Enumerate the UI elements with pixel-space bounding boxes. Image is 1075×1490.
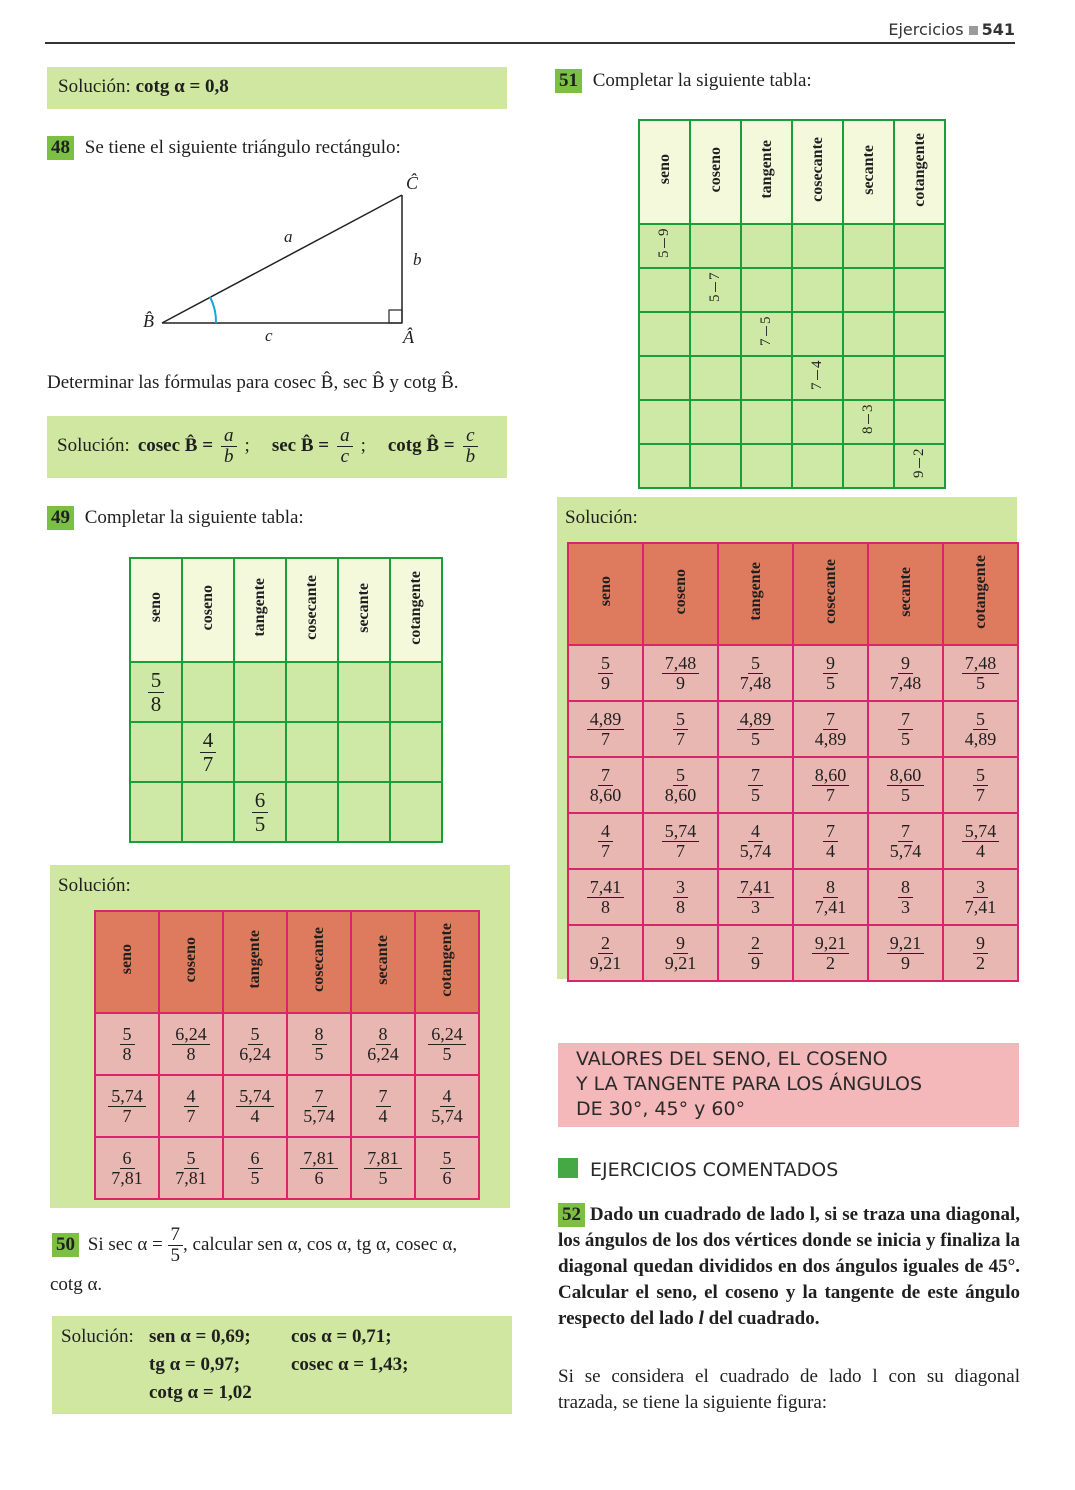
solution-48: Solución: cosec B̂ = $\frac{a}{b}$ ; sec B̂ = $\frac{a}{c}$ ; cotg B̂ = $\frac{c}{b}$ (47, 416, 507, 478)
header-label: cosecante (303, 575, 320, 640)
problem-51-statement: 51 Completar la siguiente tabla: (555, 68, 812, 94)
table-cell (843, 400, 894, 444)
header-cell (568, 543, 643, 645)
fraction: $\frac{7}{5}$ (748, 766, 763, 805)
problem-52-statement: 52 Dado un cuadrado de lado l, si se traza una diagonal, los ángulos de los dos vértices donde se inicia y finaliza la diagonal quedan divididos en dos ángulos iguales de 45°. Calcular el seno, el coseno y la tangente de este ángulo respecto del lado l del cuadrado. (558, 1204, 1021, 1329)
section-title-line-2: Y LA TANGENTE PARA LOS ÁNGULOS (576, 1073, 923, 1095)
table-cell[interactable] (130, 782, 182, 842)
problem-number-52: 52 (558, 1203, 585, 1227)
solution-cell (643, 757, 718, 813)
table-cell[interactable] (741, 356, 792, 400)
solution-cell (568, 645, 643, 701)
table-cell[interactable] (843, 444, 894, 488)
table-cell[interactable] (639, 268, 690, 312)
fraction: $\frac{7,41}{3}$ (737, 878, 775, 917)
solution-cell (351, 1075, 415, 1137)
solution-cell (943, 925, 1018, 981)
table-cell[interactable] (741, 268, 792, 312)
fraction: $\frac{7}{5,74}$ (889, 820, 922, 861)
fraction: $\frac{7,41}{8}$ (587, 878, 625, 917)
page-header (780, 20, 1015, 39)
fraction: $\frac{5}{8,60}$ (664, 764, 697, 805)
header-cell (286, 558, 338, 662)
fraction: $\frac{8}{5}$ (312, 1025, 327, 1064)
fraction: $\frac{7,81}{6}$ (300, 1149, 338, 1188)
table-cell[interactable] (690, 356, 741, 400)
solution-cell (868, 925, 943, 981)
given-fraction: 5 7 (707, 273, 723, 302)
header-cell (894, 120, 945, 224)
label-vertex-b: B̂ (143, 311, 154, 331)
table-cell (130, 662, 182, 722)
header-label: coseno (671, 568, 689, 615)
solution-47-expr: cotg α = 0,8 (135, 76, 229, 97)
table-cell[interactable] (390, 722, 442, 782)
table-cell[interactable] (286, 662, 338, 722)
table-cell[interactable] (792, 312, 843, 356)
solution-cell (643, 869, 718, 925)
table-cell (182, 722, 234, 782)
problem-50-statement: 50 Si sec α = $\frac{7}{5}$ , calcular sen α, cos α, tg α, cosec α, (52, 1225, 512, 1266)
table-cell[interactable] (894, 312, 945, 356)
table-cell[interactable] (792, 268, 843, 312)
header-label: coseno (199, 584, 216, 631)
solution-cell (159, 1013, 223, 1075)
header-cell (95, 911, 159, 1013)
problem-48-question: Determinar las fórmulas para cosec B̂, sec B̂ y cotg B̂. (47, 372, 459, 393)
header-cell (338, 558, 390, 662)
fraction: $\frac{6}{5}$ (248, 1149, 263, 1188)
solution-cell (568, 813, 643, 869)
problem-52-text: Si se considera el cuadrado de lado l con su diagonal trazada, se tiene la siguiente figura: (558, 1366, 1020, 1413)
solution-cell (95, 1137, 159, 1199)
header-cell (868, 543, 943, 645)
table-cell[interactable] (182, 662, 234, 722)
label-side-a: a (284, 227, 293, 246)
solution-51: Solución: (557, 497, 1017, 979)
fraction: $\frac{5,74}{7}$ (662, 822, 700, 861)
right-triangle-figure (140, 165, 440, 355)
solution-cell (223, 1137, 287, 1199)
fraction: $\frac{7}{5}$ (168, 1225, 184, 1266)
fraction: $\frac{4}{7}$ (598, 822, 613, 861)
table-cell[interactable] (741, 224, 792, 268)
table-cell[interactable] (234, 662, 286, 722)
header-label: coseno (706, 146, 724, 193)
table-cell[interactable] (338, 662, 390, 722)
header-label: tangente (746, 562, 764, 621)
header-cell (351, 911, 415, 1013)
fraction: $\frac{5}{8}$ (120, 1025, 135, 1064)
problem-number-48: 48 (47, 136, 74, 160)
table-cell[interactable] (338, 782, 390, 842)
fraction: $\frac{4,89}{5}$ (737, 710, 775, 749)
table-cell[interactable] (690, 400, 741, 444)
header-cell (182, 558, 234, 662)
header-label: tangente (246, 930, 263, 989)
table-cell[interactable] (894, 400, 945, 444)
given-fraction: $\frac{5}{8}$ (148, 669, 165, 714)
angle-b-arc (210, 297, 216, 323)
header-cell (643, 543, 718, 645)
fraction: $\frac{7}{8,60}$ (589, 764, 622, 805)
given-fraction: 8 3 (860, 405, 876, 434)
solution-cell (159, 1137, 223, 1199)
solution-cell (793, 925, 868, 981)
label-side-c: c (265, 326, 273, 345)
section-title-line-3: DE 30°, 45° y 60° (576, 1098, 746, 1120)
table-cell (894, 444, 945, 488)
solution-cell (643, 813, 718, 869)
solution-49-table (94, 910, 480, 1200)
solution-cell (793, 757, 868, 813)
solution-cell (718, 757, 793, 813)
solution-cell (223, 1013, 287, 1075)
solution-cell (943, 701, 1018, 757)
problem-48-statement: 48 Se tiene el siguiente triángulo rectángulo: (47, 135, 401, 161)
solution-cell (643, 925, 718, 981)
header-cell (792, 120, 843, 224)
fraction: $\frac{7}{4}$ (823, 822, 838, 861)
solution-cell (415, 1137, 479, 1199)
table-cell[interactable] (639, 444, 690, 488)
fraction: $\frac{a}{c}$ (337, 426, 353, 467)
fraction: $\frac{8}{7,41}$ (814, 876, 847, 917)
fraction: $\frac{a}{b}$ (221, 426, 237, 467)
table-cell[interactable] (843, 268, 894, 312)
header-section: Ejercicios (888, 20, 964, 39)
solution-cell (793, 869, 868, 925)
table-cell[interactable] (792, 400, 843, 444)
given-fraction: 7 4 (809, 361, 825, 390)
solution-cell (943, 813, 1018, 869)
header-cell (943, 543, 1018, 645)
table-cell[interactable] (843, 224, 894, 268)
table-cell[interactable] (639, 312, 690, 356)
given-fraction: 9 2 (911, 449, 927, 478)
fraction: $\frac{3}{7,41}$ (964, 876, 997, 917)
header-label: secante (374, 934, 391, 985)
table-cell[interactable] (741, 444, 792, 488)
fraction: $\frac{9,21}{2}$ (812, 934, 850, 973)
problem-49-statement: 49 Completar la siguiente tabla: (47, 505, 304, 531)
problem-50-statement-cont: cotg α. (50, 1274, 103, 1295)
fraction: $\frac{6,24}{8}$ (172, 1025, 210, 1064)
fraction: $\frac{8,60}{7}$ (812, 766, 850, 805)
header-cell (741, 120, 792, 224)
fraction: $\frac{3}{8}$ (673, 878, 688, 917)
solution-47: Solución: cotg α = 0,8 (47, 67, 507, 109)
solution-cell (793, 701, 868, 757)
table-cell[interactable] (690, 444, 741, 488)
side-a (162, 195, 402, 323)
table-cell[interactable] (843, 356, 894, 400)
solution-cell (159, 1075, 223, 1137)
solution-cell (95, 1013, 159, 1075)
solution-cell (868, 701, 943, 757)
solution-cell (868, 645, 943, 701)
header-label: secante (896, 566, 914, 617)
solution-cell (793, 645, 868, 701)
fraction: $\frac{8,60}{5}$ (887, 766, 925, 805)
table-cell[interactable] (894, 356, 945, 400)
header-cell (718, 543, 793, 645)
header-label: cosecante (821, 559, 839, 624)
header-label: seno (147, 592, 164, 623)
table-cell[interactable] (894, 224, 945, 268)
solution-51-table (567, 542, 1019, 982)
solution-cell (793, 813, 868, 869)
header-rule (45, 42, 1015, 44)
given-fraction: 7 5 (758, 317, 774, 346)
solution-cell (943, 869, 1018, 925)
header-cell (415, 911, 479, 1013)
solution-cell (718, 813, 793, 869)
header-label: tangente (251, 578, 268, 637)
table-cell[interactable] (639, 400, 690, 444)
solution-cell (568, 925, 643, 981)
fraction: $\frac{7,81}{5}$ (364, 1149, 402, 1188)
solution-cell (568, 869, 643, 925)
solution-cell (943, 645, 1018, 701)
section-title-line-1: VALORES DEL SENO, EL COSENO (576, 1048, 888, 1070)
header-label: seno (655, 154, 673, 185)
solution-cell (415, 1075, 479, 1137)
header-label: cotangente (910, 132, 928, 207)
solution-cell (868, 813, 943, 869)
table-cell[interactable] (182, 782, 234, 842)
fraction: $\frac{7}{5}$ (898, 710, 913, 749)
fraction: $\frac{4}{5,74}$ (739, 820, 772, 861)
header-label: cotangente (438, 922, 455, 997)
label-vertex-a: Â (403, 327, 414, 347)
fraction: $\frac{9,21}{9}$ (887, 934, 925, 973)
table-cell[interactable] (792, 224, 843, 268)
given-fraction: $\frac{4}{7}$ (200, 729, 217, 774)
table-cell[interactable] (390, 662, 442, 722)
header-label: cotangente (407, 570, 424, 645)
problem-number-49: 49 (47, 506, 74, 530)
fraction: $\frac{c}{b}$ (463, 426, 479, 467)
header-cell (159, 911, 223, 1013)
solution-cell (287, 1137, 351, 1199)
table-cell[interactable] (843, 312, 894, 356)
square-bullet-icon (969, 26, 978, 35)
table-cell (639, 224, 690, 268)
fraction: $\frac{8}{3}$ (898, 878, 913, 917)
table-cell[interactable] (338, 722, 390, 782)
solution-cell (643, 645, 718, 701)
table-cell[interactable] (690, 312, 741, 356)
solution-cell (943, 757, 1018, 813)
header-cell (639, 120, 690, 224)
table-cell[interactable] (234, 722, 286, 782)
fraction: $\frac{4}{5,74}$ (431, 1085, 463, 1126)
table-cell[interactable] (792, 444, 843, 488)
fraction: $\frac{9}{9,21}$ (664, 932, 697, 973)
header-label: seno (596, 576, 614, 607)
table-cell[interactable] (390, 782, 442, 842)
fraction: $\frac{9}{5}$ (823, 654, 838, 693)
fraction: $\frac{6,24}{5}$ (428, 1025, 466, 1064)
solution-cell (568, 701, 643, 757)
solution-cell (287, 1075, 351, 1137)
fraction: $\frac{4,89}{7}$ (587, 710, 625, 749)
table-cell (792, 356, 843, 400)
fraction: $\frac{5}{7}$ (673, 710, 688, 749)
fraction: $\frac{7}{5,74}$ (303, 1085, 335, 1126)
solution-cell (718, 869, 793, 925)
problem-49-table (129, 557, 443, 843)
solution-cell (868, 869, 943, 925)
table-cell (690, 268, 741, 312)
label-side-b: b (413, 250, 422, 269)
given-fraction: 5 9 (656, 229, 672, 258)
fraction: $\frac{7,48}{5}$ (962, 654, 1000, 693)
header-label: secante (355, 582, 372, 633)
fraction: $\frac{5}{4,89}$ (964, 708, 997, 749)
solution-cell (351, 1013, 415, 1075)
label-vertex-c: Ĉ (406, 173, 419, 193)
solution-cell (287, 1013, 351, 1075)
header-cell (234, 558, 286, 662)
table-cell[interactable] (894, 268, 945, 312)
given-fraction: $\frac{6}{5}$ (252, 789, 269, 834)
solution-cell (718, 701, 793, 757)
table-cell (741, 312, 792, 356)
solution-cell (718, 645, 793, 701)
fraction: $\frac{9}{7,48}$ (889, 652, 922, 693)
fraction: $\frac{2}{9,21}$ (589, 932, 622, 973)
fraction: $\frac{5,74}{4}$ (962, 822, 1000, 861)
green-square-icon (558, 1158, 578, 1178)
fraction: $\frac{8}{6,24}$ (367, 1023, 399, 1064)
fraction: $\frac{5}{7}$ (973, 766, 988, 805)
header-label: cosecante (808, 137, 826, 202)
fraction: $\frac{5}{7,48}$ (739, 652, 772, 693)
fraction: $\frac{5}{6}$ (440, 1149, 455, 1188)
header-cell (390, 558, 442, 662)
fraction: $\frac{4}{7}$ (184, 1087, 199, 1126)
fraction: $\frac{5,74}{4}$ (236, 1087, 274, 1126)
header-cell (690, 120, 741, 224)
solution-cell (95, 1075, 159, 1137)
solution-cell (223, 1075, 287, 1137)
problem-number-50: 50 (52, 1233, 79, 1257)
section-title-box (558, 1043, 1019, 1127)
header-cell (223, 911, 287, 1013)
header-cell (130, 558, 182, 662)
table-cell[interactable] (130, 722, 182, 782)
fraction: $\frac{7,48}{9}$ (662, 654, 700, 693)
solution-cell (643, 701, 718, 757)
table-cell[interactable] (741, 400, 792, 444)
solution-cell (868, 757, 943, 813)
header-cell (793, 543, 868, 645)
header-cell (843, 120, 894, 224)
header-cell (287, 911, 351, 1013)
fraction: $\frac{6}{7,81}$ (111, 1147, 143, 1188)
header-label: tangente (757, 140, 775, 199)
right-angle-mark (389, 310, 402, 323)
fraction: $\frac{5,74}{7}$ (108, 1087, 146, 1126)
table-cell (234, 782, 286, 842)
solution-cell (718, 925, 793, 981)
table-cell[interactable] (286, 722, 338, 782)
fraction: $\frac{7}{4,89}$ (814, 708, 847, 749)
problem-number-51: 51 (555, 69, 582, 93)
table-cell[interactable] (286, 782, 338, 842)
solution-cell (568, 757, 643, 813)
fraction: $\frac{5}{6,24}$ (239, 1023, 271, 1064)
solution-49: Solución: (50, 865, 510, 1208)
solution-cell (351, 1137, 415, 1199)
header-label: secante (859, 144, 877, 195)
section-subtitle: EJERCICIOS COMENTADOS (558, 1158, 838, 1181)
fraction: $\frac{5}{9}$ (598, 654, 613, 693)
header-label: seno (118, 944, 135, 975)
page-number: 541 (981, 20, 1015, 39)
fraction: $\frac{2}{9}$ (748, 934, 763, 973)
header-label: coseno (182, 936, 199, 983)
header-label: cosecante (310, 927, 327, 992)
table-cell[interactable] (690, 224, 741, 268)
fraction: $\frac{5}{7,81}$ (175, 1147, 207, 1188)
fraction: $\frac{7}{4}$ (376, 1087, 391, 1126)
fraction: $\frac{9}{2}$ (973, 934, 988, 973)
solution-cell (415, 1013, 479, 1075)
solution-50: Solución: sen α = 0,69; cos α = 0,71; tg α = 0,97; cosec α = 1,43; cotg α = 1,02 (52, 1316, 512, 1414)
header-label: cotangente (971, 554, 989, 629)
table-cell[interactable] (639, 356, 690, 400)
problem-51-table (638, 119, 946, 489)
